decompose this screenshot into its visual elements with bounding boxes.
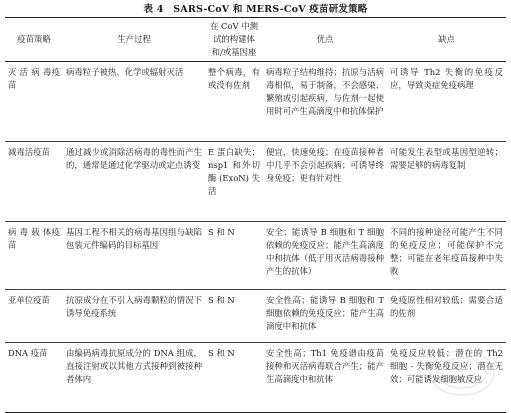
cell-disadvantages: 可诱导 Th2 失衡的免疫反应，导致炎症免疫病理 [390, 67, 503, 90]
table-row [5, 222, 506, 290]
cell-disadvantages: 免疫原性相对较低；需要合适的佐剂 [390, 295, 503, 318]
cell-strategy: 病 毒 载 体疫苗 [8, 227, 60, 250]
cell-production: 由编码病毒抗原成分的 DNA 组成，直接注射或以其他方式接种到被接种者体内 [66, 348, 202, 384]
table-row [5, 62, 506, 142]
cell-constructs: S 和 N [208, 348, 235, 358]
cell-production: 基因工程不相关的病毒基因组与缺陷包装元件编码的目标基因 [66, 227, 202, 250]
cell-advantages: 安全；能诱导 B 细胞和 T 细胞依赖的免疫反应；能产生高滴度中和抗体（低于用灭活病毒接种产生的抗体） [266, 227, 384, 276]
cell-constructs: S 和 N [208, 227, 235, 237]
cell-production: 通过减少或消除活病毒的毒性而产生的，通常是通过化学驱动或定点诱变 [66, 147, 202, 170]
cell-disadvantages: 免疫反应较低；潜在的 Th2 细胞 - 失衡免疫反应；潜在无效；可能诱发细胞敏反应 [390, 348, 503, 384]
cell-advantages: 安全性高；Th1 免疫谱由疫苗接种和灭活病毒联合产生；能产生高滴度中和抗体 [266, 348, 384, 384]
cell-production: 抗原成分在不引入病毒颗粒的情况下诱导免疫系统 [66, 295, 202, 318]
seal-watermark-icon [427, 348, 497, 398]
cell-disadvantages: 可能发生表型或基因型逆转；需要足够的病毒复制 [390, 147, 503, 170]
header-constructs: 在 CoV 中测试的构建体和/或基因座 [210, 21, 258, 57]
cell-constructs: E 蛋白缺失；nsp1 和外切酶(ExoN)失活 [208, 147, 260, 196]
header-disadvantages: 缺点 [438, 34, 455, 44]
cell-strategy: 灭 活 病 毒疫苗 [8, 67, 60, 90]
cell-advantages: 病毒粒子结构维持；抗原与活病毒相似，易于制备，不会感染、繁殖或引起疾病，与佐剂一起使用时可产生高滴度中和抗体保护 [266, 67, 384, 116]
cell-advantages: 便宜，快速免疫；在疫苗接种者中几乎不会引起疾病；可诱导终身免疫；更有针对性 [266, 147, 384, 183]
cell-constructs: 整个病毒，有或没有佐剂 [208, 67, 260, 90]
table-row [5, 290, 506, 343]
table-header-row [5, 18, 506, 62]
header-strategy: 疫苗策略 [17, 34, 51, 44]
header-advantages: 优点 [316, 34, 334, 44]
table-title: 表 4 SARS-CoV 和 MERS-CoV 疫苗研发策略 [143, 4, 368, 15]
cell-production: 病毒粒子被热、化学或辐射灭活 [66, 67, 184, 77]
cell-disadvantages: 不同的接种途径可能产生不同的免疫反应；可能保护不完整；可能在老年疫苗接种中失败 [390, 227, 503, 276]
cell-advantages: 安全性高；能诱导 B 细胞和 T 细胞依赖的免疫反应；能产生高滴度中和抗体 [266, 295, 384, 331]
table-row [5, 142, 506, 222]
cell-constructs: S 和 N [208, 295, 235, 305]
cell-strategy: DNA 疫苗 [8, 348, 48, 358]
cell-strategy: 亚单位疫苗 [8, 295, 50, 305]
header-production: 生产过程 [117, 34, 151, 44]
cell-strategy: 减毒活疫苗 [8, 147, 50, 157]
